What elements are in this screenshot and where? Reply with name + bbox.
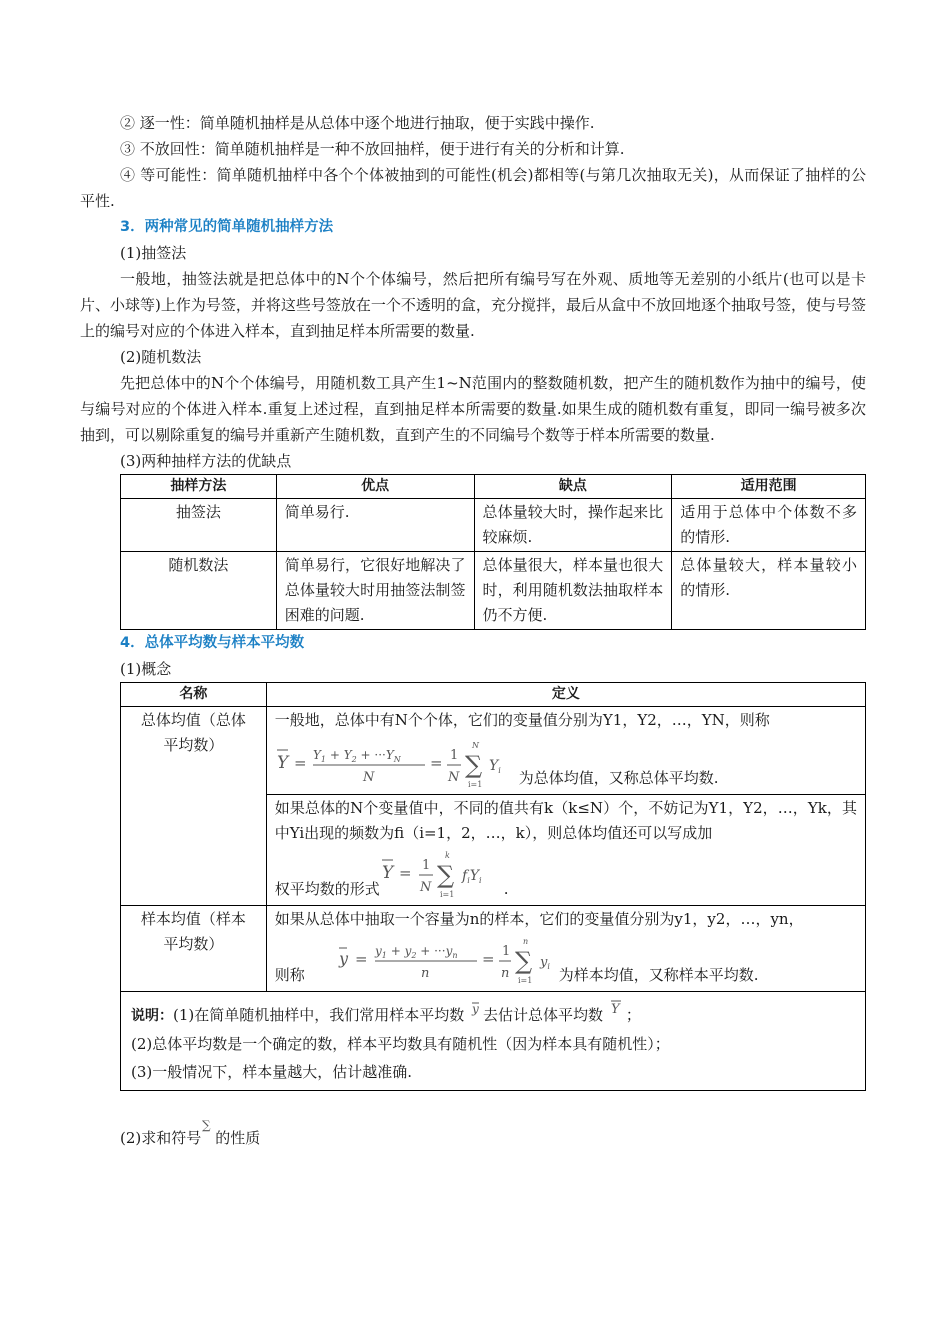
- svg-text:=: =: [354, 950, 368, 968]
- notes-cell: [121, 992, 866, 1091]
- table-header: 定义: [266, 683, 865, 707]
- section-4-heading: 4．总体平均数与样本平均数: [120, 635, 305, 651]
- svg-text:1: 1: [449, 748, 459, 763]
- table-cell: 总体量较大时，操作起来比较麻烦.: [474, 499, 672, 552]
- svg-text:N: N: [419, 880, 432, 895]
- table-cell: 适用于总体中个体数不多的情形.: [672, 499, 866, 552]
- sample-mean-definition: [266, 906, 865, 992]
- weighted-mean-prefix: 权平均数的形式: [274, 880, 380, 898]
- population-mean-text: 一般地，总体中有N个个体，它们的变量值分别为Y1，Y2，…，YN，则称: [274, 711, 770, 729]
- svg-text:1: 1: [501, 944, 511, 959]
- population-mean-name: 总体均值（总体平均数）: [121, 707, 267, 906]
- table-header: 优点: [276, 475, 474, 499]
- sample-mean-prefix: 则称: [274, 966, 305, 984]
- compare-title: (3)两种抽样方法的优缺点: [120, 452, 292, 470]
- random-number-text: 先把总体中的N个个体编号，用随机数工具产生1~N范围内的整数随机数，把产生的随机数作为抽中的编号，使与编号对应的个体进入样本.重复上述过程，直到抽足样本所需要的数量.如果生成的随机数有重复，即同一编号被多次抽到，可以剔除重复的编号并重新产生随机数，直到产生的不同编号个数等于样本所需要的数量.: [80, 374, 866, 444]
- svg-text:=: =: [293, 754, 307, 772]
- svg-text:N: N: [447, 770, 460, 785]
- weighted-mean-text: 如果总体的N个变量值中，不同的值共有k（k≤N）个，不妨记为Y1，Y2，…，Yk，其中Yi出现的频数为fi（i=1，2，…，k），则总体均值还可以写成加: [274, 799, 857, 842]
- population-mean-formula: [275, 735, 519, 791]
- svg-text:i=1: i=1: [439, 890, 455, 899]
- svg-text:y: y: [472, 1002, 479, 1016]
- sigma-title-b: 的性质: [215, 1129, 261, 1147]
- svg-text:k: k: [444, 851, 450, 860]
- table-row: [121, 552, 866, 630]
- population-mean-definition: [266, 707, 865, 795]
- table-row: [121, 992, 866, 1091]
- concept-title: (1)概念: [120, 660, 172, 678]
- sample-mean-tail: 为样本均值，又称样本平均数.: [558, 966, 759, 984]
- mean-definition-table: [120, 682, 866, 1091]
- svg-text:Y: Y: [610, 1002, 620, 1017]
- weighted-mean-tail: .: [503, 880, 509, 898]
- table-header: 名称: [121, 683, 267, 707]
- svg-text:∑: ∑: [514, 947, 532, 975]
- svg-text:i=1: i=1: [467, 780, 483, 789]
- table-header: 适用范围: [672, 475, 866, 499]
- note-1-mid: 去估计总体平均数: [483, 1006, 604, 1024]
- svg-text:∑: ∑: [464, 751, 482, 779]
- svg-text:n: n: [522, 937, 528, 946]
- table-row: [121, 499, 866, 552]
- property-3: ③ 不放回性：简单随机抽样是一种不放回抽样，便于进行有关的分析和计算.: [120, 140, 625, 158]
- table-cell: 随机数法: [121, 552, 277, 630]
- svg-text:i=1: i=1: [517, 976, 533, 985]
- population-mean-symbol: [608, 998, 626, 1022]
- svg-text:n: n: [420, 966, 430, 981]
- sample-mean-symbol: [469, 1000, 483, 1022]
- svg-text:fiYi: $f_iY_i$: [461, 868, 482, 885]
- document-page: [80, 110, 866, 1151]
- sample-mean-name: 样本均值（样本平均数）: [121, 906, 267, 992]
- svg-text:N: N: [362, 770, 375, 785]
- svg-text:=: =: [481, 950, 495, 968]
- svg-text:yi: $y_i$: [539, 955, 550, 971]
- note-1: (1)在简单随机抽样中，我们常用样本平均数: [173, 1006, 465, 1024]
- weighted-mean-definition: [266, 795, 865, 906]
- table-cell: 抽签法: [121, 499, 277, 552]
- svg-text:n: n: [500, 966, 510, 981]
- table-header: 抽样方法: [121, 475, 277, 499]
- property-4: ④ 等可能性：简单随机抽样中各个个体被抽到的可能性(机会)都相等(与第几次抽取无关)，从而保证了抽样的公平性.: [80, 166, 866, 210]
- sigma-properties-title: [80, 1117, 866, 1151]
- note-label: 说明：: [131, 1008, 173, 1024]
- table-cell: 简单易行，它很好地解决了总体量较大时用抽签法制签困难的问题.: [276, 552, 474, 630]
- table-cell: 总体量很大，样本量也很大时，利用随机数法抽取样本仍不方便.: [474, 552, 672, 630]
- property-2: ② 逐一性：简单随机抽样是从总体中逐个地进行抽取，便于实践中操作.: [120, 114, 595, 132]
- svg-text:Yi: $Y_i$: [488, 758, 501, 775]
- svg-text:Y: Y: [381, 863, 393, 883]
- table-row: [121, 707, 866, 795]
- methods-comparison-table: [120, 474, 866, 630]
- svg-text:y: y: [338, 949, 348, 968]
- weighted-mean-formula: [380, 848, 504, 902]
- sample-mean-formula: [305, 934, 559, 988]
- svg-text:∑: ∑: [436, 861, 454, 889]
- table-cell: 总体量较大，样本量较小的情形.: [672, 552, 866, 630]
- table-cell: 简单易行.: [276, 499, 474, 552]
- lottery-text: 一般地，抽签法就是把总体中的N个个体编号，然后把所有编号写在外观、质地等无差别的小纸片(也可以是卡片、小球等)上作为号签，并将这些号签放在一个不透明的盒，充分搅拌，最后从盒中不放回地逐个抽取号签，使与号签上的编号对应的个体进入样本，直到抽足样本所需要的数量.: [80, 270, 866, 340]
- svg-text:=: =: [429, 754, 443, 772]
- sigma-symbol: [201, 1117, 215, 1137]
- svg-text:∑: ∑: [202, 1118, 211, 1132]
- svg-text:y1 + y2 + ···yn: $y_1 + y_2 + \cdot\cdot\cdot y_n$: [374, 944, 458, 960]
- section-3-heading: 3．两种常见的简单随机抽样方法: [120, 219, 334, 235]
- table-header: 缺点: [474, 475, 672, 499]
- random-number-title: (2)随机数法: [120, 348, 202, 366]
- sigma-title-a: (2)求和符号: [120, 1129, 202, 1147]
- note-1-end: ；: [625, 1006, 641, 1024]
- sample-mean-text: 如果从总体中抽取一个容量为n的样本，它们的变量值分别为y1，y2，…，yn，: [274, 910, 804, 928]
- svg-text:=: =: [398, 864, 412, 882]
- svg-text:N: N: [471, 741, 479, 750]
- svg-text:Y: Y: [276, 753, 288, 773]
- svg-text:1: 1: [421, 858, 431, 873]
- note-3: (3)一般情况下，样本量越大，估计越准确.: [131, 1063, 413, 1081]
- table-header-row: [121, 683, 866, 707]
- note-2: (2)总体平均数是一个确定的数，样本平均数具有随机性（因为样本具有随机性）；: [131, 1035, 670, 1053]
- svg-text:Y1 + Y2 + ···YN: $Y_1 + Y_2 + \cdot\cdot\cdot Y_N$: [312, 748, 401, 764]
- table-header-row: [121, 475, 866, 499]
- population-mean-tail: 为总体均值，又称总体平均数.: [518, 769, 719, 787]
- table-row: [121, 906, 866, 992]
- lottery-title: (1)抽签法: [120, 244, 187, 262]
